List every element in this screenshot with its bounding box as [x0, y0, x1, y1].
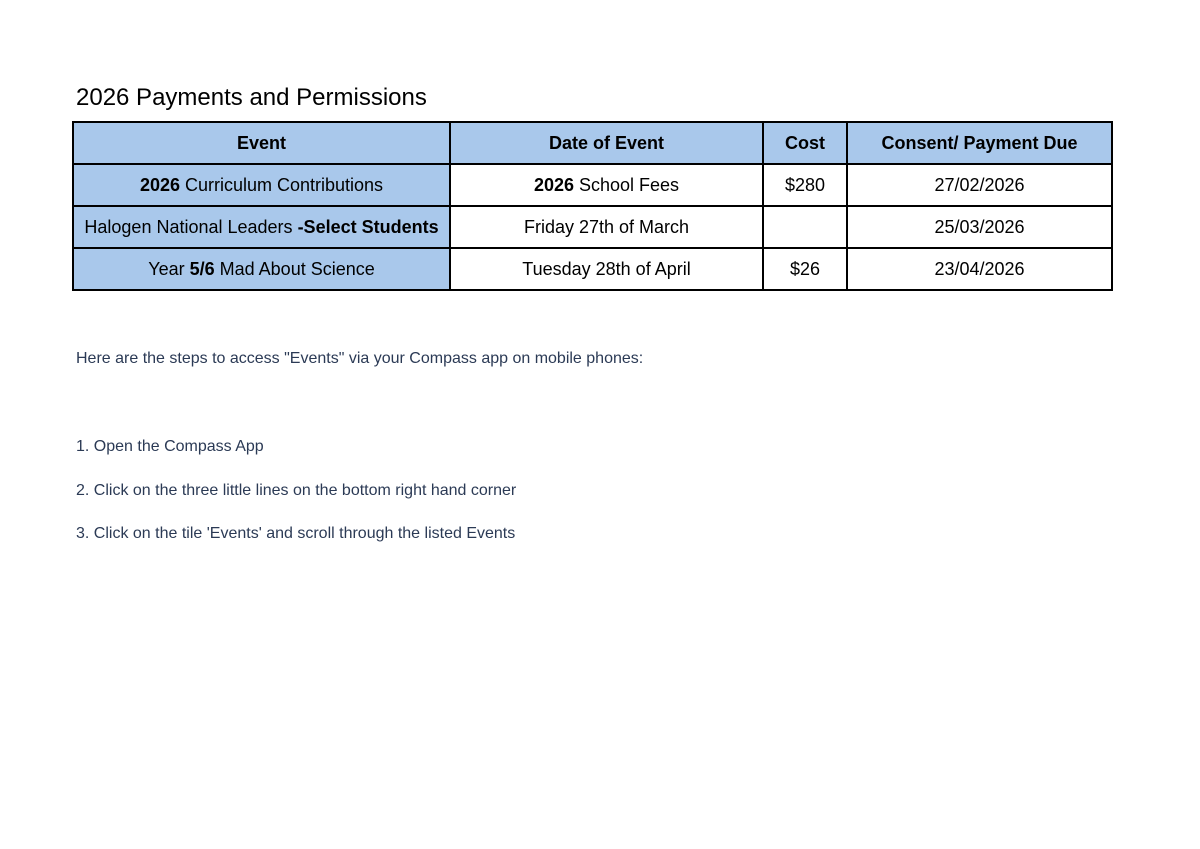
cell-event: [73, 164, 450, 206]
text: School Fees: [573, 174, 680, 195]
events-table: [72, 121, 1113, 291]
cell-cost: [763, 206, 847, 248]
header-due: Consent/ Payment Due: [847, 122, 1112, 164]
cell-date: [450, 164, 763, 206]
table-body: [73, 164, 1112, 290]
bold-text: 2026: [533, 174, 574, 195]
page-title: 2026 Payments and Permissions: [76, 84, 427, 111]
cell-due: 27/02/2026: [847, 164, 1112, 206]
text: Tuesday 28th of April: [522, 258, 691, 279]
cell-cost: $280: [763, 164, 847, 206]
cell-cost: $26: [763, 248, 847, 290]
cell-event: [73, 206, 450, 248]
text: Year: [148, 258, 190, 279]
instructions-intro: Here are the steps to access "Events" via your Compass app on mobile phones:: [76, 350, 644, 367]
cell-due: 25/03/2026: [847, 206, 1112, 248]
text: Mad About Science: [214, 258, 375, 279]
text: Halogen National Leaders: [84, 216, 298, 237]
cell-due: 23/04/2026: [847, 248, 1112, 290]
step-item: 3. Click on the tile 'Events' and scroll through the listed Events: [76, 525, 516, 542]
table-row: [73, 206, 1112, 248]
header-cost: Cost: [763, 122, 847, 164]
cell-date: [450, 248, 763, 290]
header-event: Event: [73, 122, 450, 164]
cell-event: [73, 248, 450, 290]
bold-text: 2026: [139, 174, 180, 195]
step-item: 2. Click on the three little lines on the bottom right hand corner: [76, 481, 517, 499]
bold-text: 5/6: [189, 258, 215, 279]
step-item: 1. Open the Compass App: [76, 438, 264, 455]
table-row: [73, 164, 1112, 206]
steps-list: [76, 437, 516, 568]
text: Curriculum Contributions: [179, 174, 384, 195]
cell-date: [450, 206, 763, 248]
bold-text: -Select Students: [297, 216, 439, 237]
table-header-row: [73, 122, 1112, 164]
text: Friday 27th of March: [523, 216, 690, 237]
table-row: [73, 248, 1112, 290]
header-date: Date of Event: [450, 122, 763, 164]
